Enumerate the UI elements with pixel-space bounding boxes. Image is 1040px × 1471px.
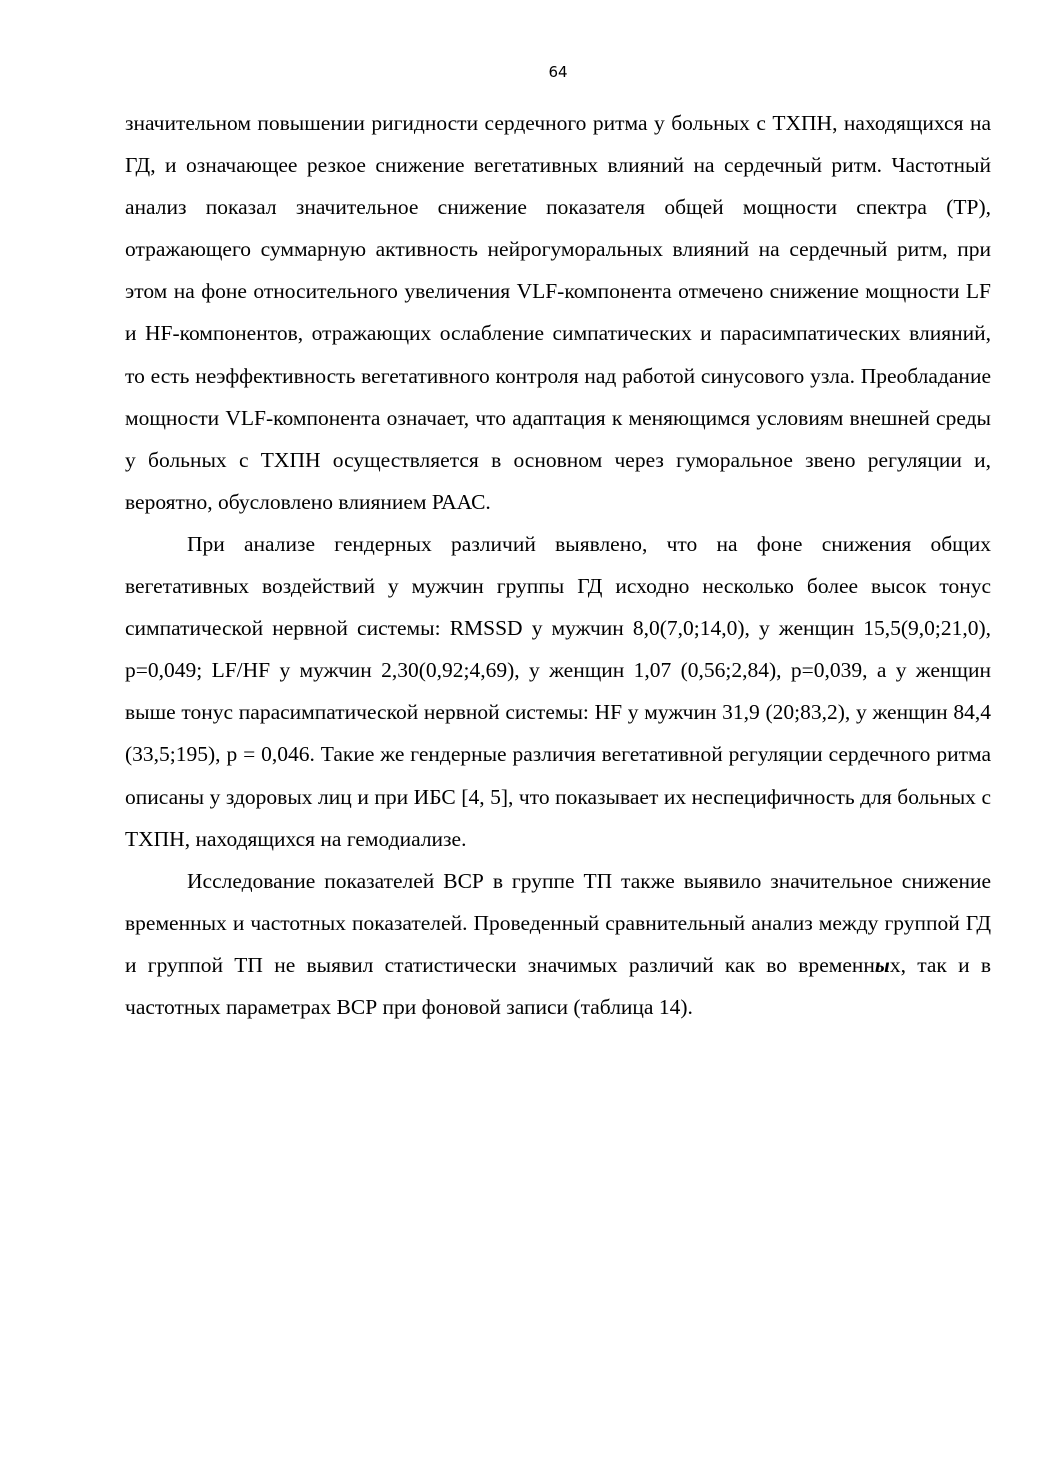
- page-number: 64: [548, 63, 568, 81]
- paragraph-3-part-2: х, так и в частотных параметрах ВСР при фоновой записи (таблица 14).: [125, 952, 991, 1019]
- paragraph-2: При анализе гендерных различий выявлено, что на фоне снижения общих вегетативных воздействий у мужчин группы ГД исходно несколько более высок тонус симпатической нервной системы: RMSSD у мужчин 8,0(7,0;14,0), у женщин 15,5(9,0;21,0), p=0,049; LF/HF у мужчин 2,30(0,92;4,69), у женщин 1,07 (0,56;2,84), p=0,039, а у женщин выше тонус парасимпатической нервной системы: HF у мужчин 31,9 (20;83,2), у женщин 84,4 (33,5;195), p = 0,046. Такие же гендерные различия вегетативной регуляции сердечного ритма описаны у здоровых лиц и при ИБС [4, 5], что показывает их неспецифичность для больных с ТХПН, находящихся на гемодиализе.: [125, 531, 991, 851]
- paragraph-1: значительном повышении ригидности сердечного ритма у больных с ТХПН, находящихся на ГД, и означающее резкое снижение вегетативных влияний на сердечный ритм. Частотный анализ показал значительное снижение показателя общей мощности спектра (ТР), отражающего суммарную активность нейрогуморальных влияний на сердечный ритм, при этом на фоне относительного увеличения VLF-компонента отмечено снижение мощности LF и HF-компонентов, отражающих ослабление симпатических и парасимпатических влияний, то есть неэффективность вегетативного контроля над работой синусового узла. Преобладание мощности VLF-компонента означает, что адаптация к меняющимся условиям внешней среды у больных с ТХПН осуществляется в основном через гуморальное звено регуляции и, вероятно, обусловлено влиянием РААС.: [125, 111, 991, 514]
- body-text: [125, 102, 991, 1028]
- paragraph-3: [125, 860, 991, 1028]
- paragraph-3-part-1: Исследование показателей ВСР в группе ТП также выявило значительное снижение временных и частотных показателей. Проведенный сравнительный анализ между группой ГД и группой ТП не выявил статистически значимых различий как во временн: [125, 868, 991, 977]
- paragraph-3-emphasis: ы: [874, 952, 890, 977]
